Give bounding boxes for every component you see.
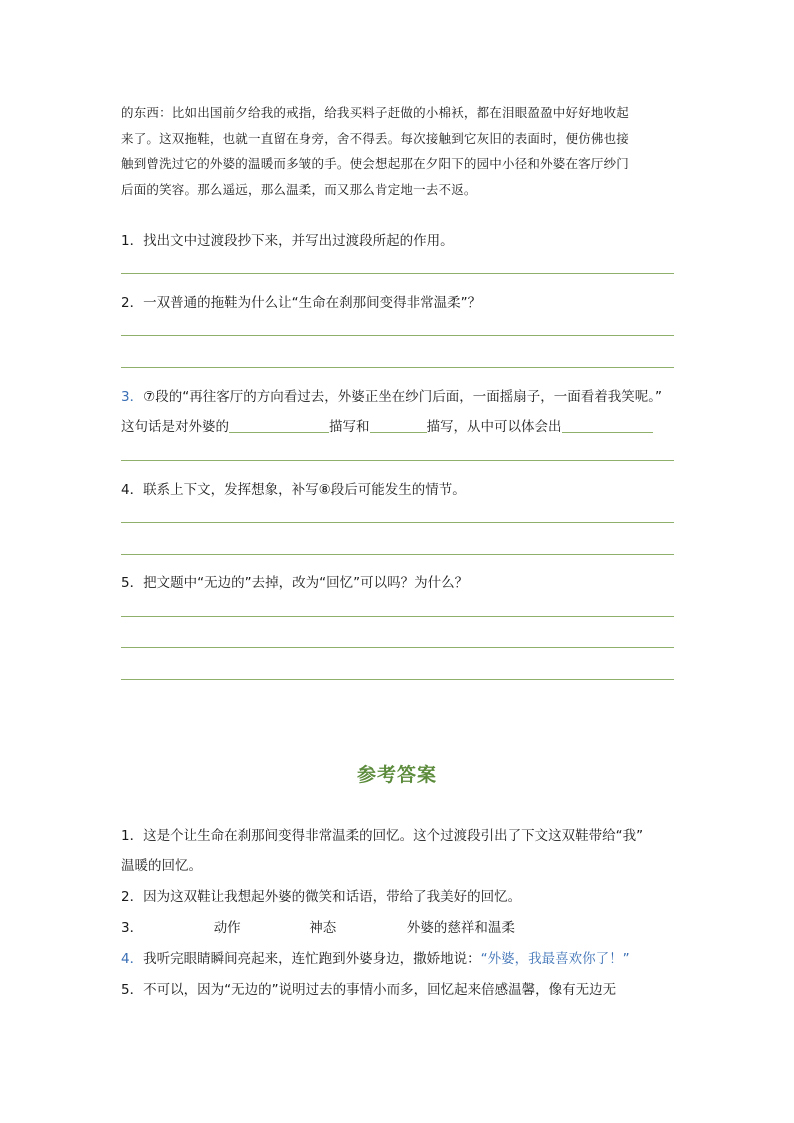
answer-line[interactable]	[121, 335, 674, 336]
answer-5-number: 5．	[121, 982, 144, 998]
answer-line[interactable]	[121, 679, 674, 680]
question-3-part-c: 描写，从中可以体会出	[426, 419, 562, 435]
question-3	[121, 385, 662, 405]
answer-3-part-1: 动作	[213, 920, 241, 936]
question-2: 2．一双普通的拖鞋为什么让“生命在刹那间变得非常温柔”？	[121, 295, 482, 311]
answer-3-part-3: 外婆的慈祥和温柔	[406, 920, 515, 936]
answer-line[interactable]	[121, 522, 674, 523]
blank-field[interactable]	[562, 418, 653, 433]
question-3-part-b: 描写和	[329, 419, 370, 435]
passage-line: 的东西：比如出国前夕给我的戒指，给我买料子赶做的小棉袄，都在泪眼盈盈中好好地收起	[121, 105, 630, 120]
answer-4	[121, 947, 630, 967]
question-1: 1．找出文中过渡段抄下来，并写出过渡段所起的作用。	[121, 233, 454, 249]
answer-key-title: 参考答案	[356, 764, 437, 786]
answer-1-line-2: 温暖的回忆。	[121, 858, 202, 874]
answer-line[interactable]	[121, 460, 674, 461]
answer-4-number: 4．	[121, 951, 144, 967]
answer-line[interactable]	[121, 616, 674, 617]
answer-line[interactable]	[121, 367, 674, 368]
passage-line: 后面的笑容。那么遥远，那么温柔，而又那么肯定地一去不返。	[121, 181, 477, 197]
question-3-part-a: 这句话是对外婆的	[121, 419, 229, 435]
answer-3	[121, 916, 515, 936]
passage-line: 来了。这双拖鞋，也就一直留在身旁，舍不得丢。每次接触到它灰旧的表面时，便仿佛也接	[121, 130, 630, 146]
answer-3-part-2: 神态	[309, 920, 337, 936]
answer-5-text: 不可以，因为“无边的”说明过去的事情小而多，回忆起来倍感温馨，像有无边无	[143, 982, 617, 998]
blank-field[interactable]	[370, 418, 427, 433]
answer-4-text: 我听完眼睛瞬间亮起来，连忙跑到外婆身边，撒娇地说：	[143, 951, 481, 967]
answer-line[interactable]	[121, 554, 674, 555]
blank-field[interactable]	[229, 418, 329, 433]
question-3-fill	[121, 415, 653, 435]
answer-1-line-1: 1．这是个让生命在刹那间变得非常温柔的回忆。这个过渡段引出了下文这双鞋带给“我”	[121, 828, 644, 844]
answer-5	[121, 978, 616, 998]
answer-4-quote: “外婆，我最喜欢你了！”	[480, 951, 630, 967]
passage-line: 触到曾洗过它的外婆的温暖而多皱的手。使会想起那在夕阳下的园中小径和外婆在客厅纱门	[121, 156, 630, 172]
reading-passage	[121, 100, 677, 202]
question-3-number: 3．	[121, 389, 144, 405]
answer-line[interactable]	[121, 273, 674, 274]
answer-3-number: 3．	[121, 920, 144, 936]
question-5: 5．把文题中“无边的”去掉，改为“回忆”可以吗？为什么？	[121, 575, 469, 591]
question-4: 4．联系上下文，发挥想象，补写⑧段后可能发生的情节。	[121, 482, 466, 498]
answer-line[interactable]	[121, 647, 674, 648]
question-3-text: ⑦段的“再往客厅的方向看过去，外婆正坐在纱门后面，一面摇扇子，一面看着我笑呢。”	[143, 389, 662, 405]
answer-2: 2．因为这双鞋让我想起外婆的微笑和话语，带给了我美好的回忆。	[121, 889, 522, 905]
